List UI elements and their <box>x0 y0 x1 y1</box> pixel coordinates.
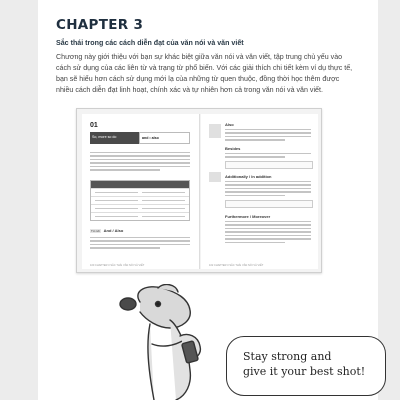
word-tag: Từ nối <box>91 229 100 233</box>
entry-heading-3: Additionally / In addition <box>225 174 272 179</box>
left-page-footer: 100 CHAPTER 3 SẮC THÁI VĂN NÓI VÀ VIẾT <box>90 264 145 267</box>
comparison-right: and • also <box>139 132 190 144</box>
entry-text-lines <box>90 237 190 251</box>
right-page-footer: 102 CHAPTER 3 SẮC THÁI VĂN NÓI VÀ VIẾT <box>209 264 264 267</box>
comparison-left: So, more so do <box>90 132 139 144</box>
book-spread-preview <box>76 108 322 273</box>
entry-text-2 <box>225 153 311 160</box>
book-left-page <box>82 114 199 269</box>
margin-note <box>209 124 221 138</box>
entry-heading-1: Also <box>225 122 234 127</box>
dog-mascot-illustration <box>118 284 238 400</box>
usage-table <box>90 180 190 221</box>
body-text-lines <box>90 152 190 173</box>
speech-line-1: Stay strong and <box>243 350 332 363</box>
entry-text-3 <box>225 181 311 198</box>
book-right-page <box>201 114 318 269</box>
entry-text-1 <box>225 129 311 143</box>
chapter-title: CHAPTER 3 <box>56 17 144 33</box>
entry-heading-2: Besides <box>225 146 241 151</box>
entry-heading-4: Furthermore / Moreover <box>225 214 271 219</box>
word-entry <box>90 228 123 233</box>
example-box-2 <box>225 200 313 208</box>
chapter-subtitle: Sắc thái trong các cách diễn đạt của văn nói và văn viết <box>56 39 244 47</box>
word-entry-label: And / Also <box>103 228 124 233</box>
speech-bubble <box>226 336 386 396</box>
entry-text-4 <box>225 221 311 245</box>
comparison-banner <box>90 132 190 144</box>
example-box <box>225 161 313 169</box>
chapter-intro: Chương này giới thiệu với bạn sự khác biệt giữa văn nói và văn viết, tập trung chủ yếu vào cách sử dụng của các liên từ và trạng từ phổ biến. Với các giải thích chi tiết kèm ví dụ thực tế, bạn sẽ hiểu hơn cách sử dụng mới lạ của những từ quen thuộc, đồng thời học thêm được nhiều cách diễn đạt linh hoạt, chính xác và tự nhiên hơn cả trong văn nói và văn viết. <box>56 53 353 95</box>
speech-line-2: give it your best shot! <box>243 365 366 378</box>
margin-note-2 <box>209 172 221 182</box>
unit-number: 01 <box>90 122 98 129</box>
book-spine <box>199 114 200 269</box>
